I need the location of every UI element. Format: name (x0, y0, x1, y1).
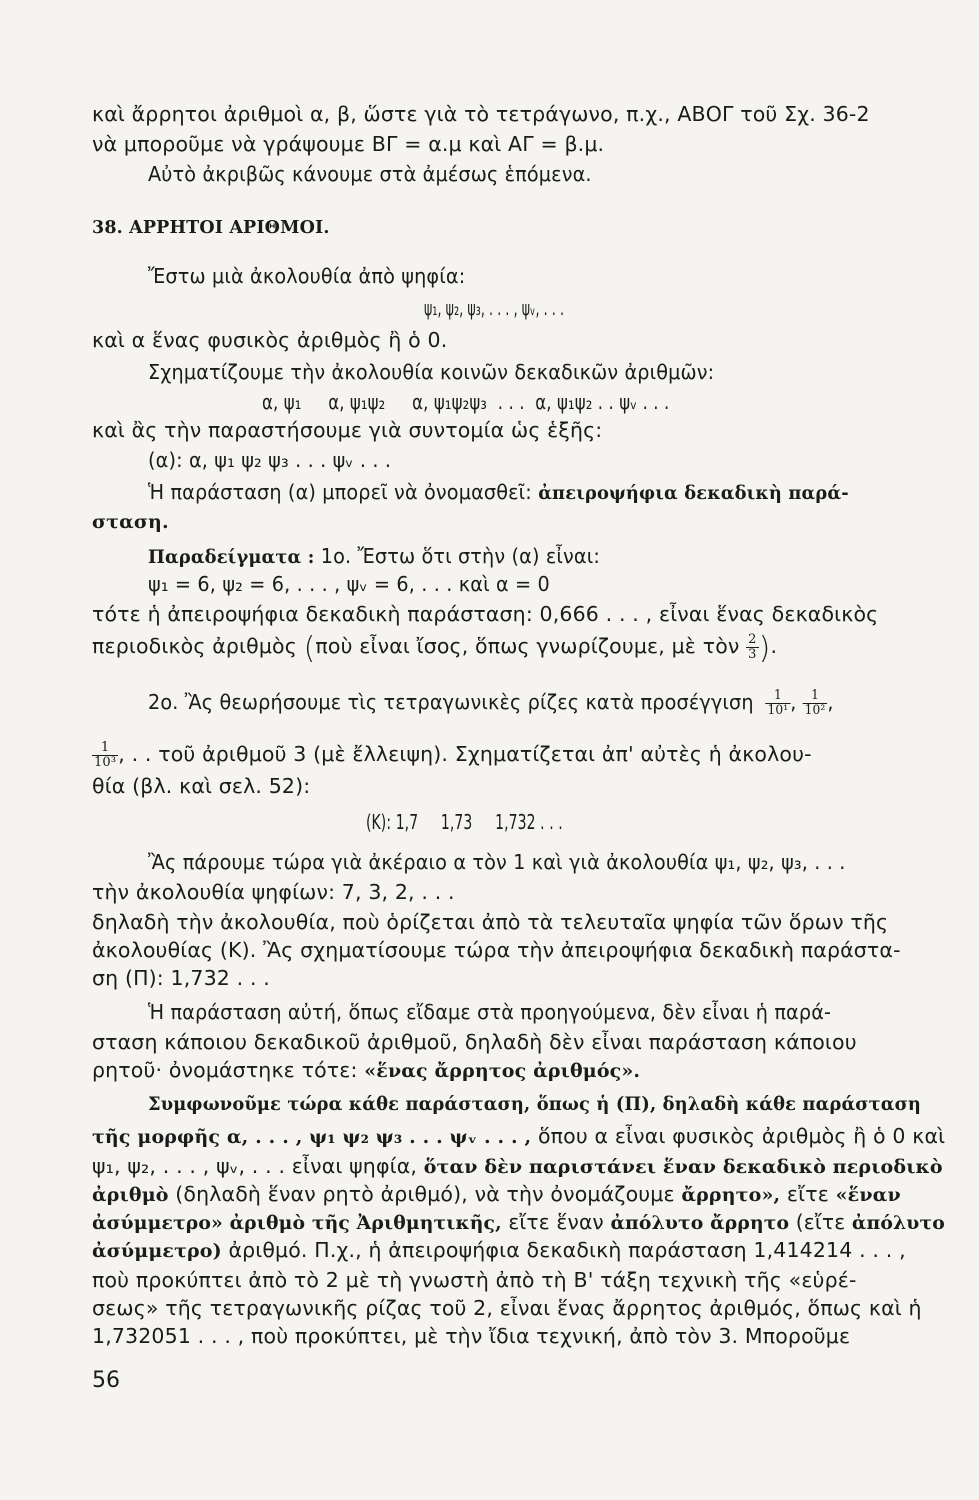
text-span: 2ο. Ἂς θεωρήσουμε τὶς τετραγωνικὲς ρίζες κατὰ προσέγγιση (148, 690, 754, 714)
text-line: Ἡ παράσταση αὐτή, ὅπως εἴδαμε στὰ προηγούμενα, δὲν εἶναι ἡ παρά- (148, 1000, 832, 1024)
text-line (92, 1208, 945, 1237)
text-span: εἴτε ἕναν (508, 1210, 604, 1234)
text-line (92, 1180, 942, 1209)
text-line (92, 1056, 942, 1085)
text-span: περιοδικὸς ἀριθμὸς (92, 634, 297, 658)
bold-term: «ἕνας ἄρρητος ἀριθμός». (364, 1060, 641, 1082)
text-line: ποὺ προκύπτει ἀπὸ τὸ 2 μὲ τὴ γνωστὴ ἀπὸ τὴ Β' τάξη τεχνικὴ τῆς «εὑρέ- (92, 1268, 857, 1292)
fraction-denominator: 10¹ (767, 702, 789, 718)
fraction-numerator: 2 (748, 631, 757, 647)
text-span: (εἴτε (795, 1210, 846, 1234)
text-line: 2ο. Ἂς θεωρήσουμε τὶς τετραγωνικὲς ρίζες κατὰ προσέγγιση $\frac{1}{\text{10¹}}$ , $\frac{1}{\text{10²}}$ , (148, 687, 834, 718)
text-line: νὰ μποροῦμε νὰ γράψουμε ΒΓ = α.μ καὶ ΑΓ = β.μ. (92, 132, 605, 156)
bold-term: ἀπόλυτο ἄρρητο (610, 1212, 790, 1234)
fraction (92, 741, 118, 770)
bold-term: ἀσύμμετρο) (92, 1240, 222, 1262)
math-sequence: ψ₁, ψ₂, ψ₃, . . . , ψᵥ, . . . (424, 296, 565, 320)
math-expression: (α): α, ψ₁ ψ₂ ψ₃ . . . ψᵥ . . . (148, 448, 392, 472)
text-line: Αὐτὸ ἀκριβῶς κάνουμε στὰ ἀμέσως ἑπόμενα. (148, 162, 592, 186)
text-line: σταση κάποιου δεκαδικοῦ ἀριθμοῦ, δηλαδὴ δὲν εἶναι παράσταση κάποιου (92, 1030, 857, 1054)
text-line: ση (Π): 1,732 . . . (92, 966, 270, 990)
open-paren: ( (303, 631, 316, 666)
text-line (148, 542, 945, 571)
text-line: Σχηματίζουμε τὴν ἀκολουθία κοινῶν δεκαδικῶν ἀριθμῶν: (148, 360, 715, 384)
fraction-denominator: 10³ (94, 754, 117, 770)
text-span: ἀριθμό. Π.χ., ἡ ἀπειροψήφια δεκαδικὴ παράσταση 1,414214 . . . , (228, 1238, 906, 1262)
bold-line: Συμφωνοῦμε τώρα κάθε παράσταση, ὅπως ἡ (Π), δηλαδὴ κάθε παράσταση (148, 1093, 921, 1115)
text-span: . . τοῦ ἀριθμοῦ 3 (μὲ ἔλλειψη). Σχηματίζεται ἀπ' αὐτὲς ἡ ἀκολου- (131, 742, 812, 766)
text-line: καὶ ἄρρητοι ἀριθμοὶ α, β, ὥστε γιὰ τὸ τετράγωνο, π.χ., ΑΒΟΓ τοῦ Σχ. 36-2 (92, 102, 870, 126)
close-paren: ) (758, 631, 771, 666)
math-sequence: α, ψ₁ α, ψ₁ψ₂ α, ψ₁ψ₂ψ₃ . . . α, ψ₁ψ₂ . . ψᵥ . . . (262, 390, 670, 414)
bold-term: ἀπόλυτο (851, 1212, 945, 1234)
bold-term: ὅταν δὲν παριστάνει ἕναν δεκαδικὸ περιοδικὸ (423, 1156, 943, 1178)
bold-term: «ἕναν (835, 1184, 901, 1206)
bold-term: ἀσύμμετρο» ἀριθμὸ τῆς Ἀριθμητικῆς, (92, 1212, 502, 1234)
bold-term: ἄρρητο», (681, 1184, 781, 1206)
fraction-numerator: 1 (766, 689, 791, 704)
page-number: 56 (92, 1368, 120, 1393)
fraction-denominator: 10² (804, 702, 826, 718)
text-line (92, 1122, 946, 1151)
text-span: ρητοῦ· ὀνομάστηκε τότε: (92, 1058, 358, 1082)
text-line: Ἂς πάρουμε τώρα γιὰ ἀκέραιο α τὸν 1 καὶ γιὰ ἀκολουθία ψ₁, ψ₂, ψ₃, . . . (148, 850, 846, 874)
bold-term: τῆς μορφῆς α, . . . , ψ₁ ψ₂ ψ₃ . . . ψᵥ . . . , (92, 1126, 532, 1148)
section-heading: 38. ΑΡΡΗΤΟΙ ΑΡΙΘΜΟΙ. (92, 218, 330, 238)
text-line: δηλαδὴ τὴν ἀκολουθία, ποὺ ὁρίζεται ἀπὸ τὰ τελευταῖα ψηφία τῶν ὅρων τῆς (92, 910, 889, 934)
text-line: περιοδικὸς ἀριθμὸς (ποὺ εἶναι ἴσος, ὅπως γνωρίζουμε, μὲ τὸν $\frac{2}{3}$ ). (92, 631, 778, 666)
text-line (92, 1152, 942, 1181)
bold-term: σταση. (92, 511, 169, 533)
text-span: εἶναι ψηφία, (291, 1154, 418, 1178)
text-line: καὶ α ἕνας φυσικὸς ἀριθμὸς ἢ ὁ 0. (92, 328, 448, 352)
fraction (766, 689, 791, 718)
text-span: (δηλαδὴ ἕναν ρητὸ ἀριθμό), νὰ τὴν ὀνομάζουμε (175, 1182, 675, 1206)
bold-term: ἀπειροψήφια δεκαδικὴ παρά- (538, 482, 849, 504)
fraction-numerator: 1 (92, 741, 118, 756)
text-line: 1,732051 . . . , ποὺ προκύπτει, μὲ τὴν ἴδια τεχνική, ἀπὸ τὸν 3. Μποροῦμε (92, 1324, 851, 1348)
fraction-numerator: 1 (803, 689, 828, 704)
text-span: ψ₁, ψ₂, . . . , ψᵥ, . . . (92, 1154, 286, 1178)
fraction (803, 689, 828, 718)
text-span: Ἡ παράσταση (α) μπορεῖ νὰ ὀνομασθεῖ: (148, 480, 532, 504)
text-line: τὴν ἀκολουθία ψηφίων: 7, 3, 2, . . . (92, 880, 455, 904)
fraction (746, 633, 758, 662)
text-span: ποὺ εἶναι ἴσος, ὅπως γνωρίζουμε, μὲ τὸν (315, 634, 740, 658)
fraction-denominator: 3 (748, 646, 757, 662)
text-line: καὶ ἂς τὴν παραστήσουμε γιὰ συντομία ὡς ἑξῆς: (92, 418, 603, 442)
text-line: ἀκολουθίας (Κ). Ἂς σχηματίσουμε τώρα τὴν ἀπειροψήφια δεκαδικὴ παράστα- (92, 938, 901, 962)
text-span: 1ο. Ἔστω ὅτι στὴν (α) εἶναι: (320, 544, 600, 568)
text-span: εἴτε (786, 1182, 829, 1206)
examples-heading: Παραδείγματα : (148, 546, 315, 568)
text-line (148, 478, 945, 507)
text-line: $\frac{1}{\text{10³}}$ , . . τοῦ ἀριθμοῦ 3 (μὲ ἔλλειψη). Σχηματίζεται ἀπ' αὐτὲς ἡ ἀκολου- (94, 739, 812, 770)
text-line: σεως» τῆς τετραγωνικῆς ρίζας τοῦ 2, εἶναι ἕνας ἄρρητος ἀριθμός, ὅπως καὶ ἡ (92, 1296, 922, 1320)
text-span: ὅπου α εἶναι φυσικὸς ἀριθμὸς ἢ ὁ 0 καὶ (537, 1124, 946, 1148)
bold-term: ἀριθμὸ (92, 1184, 169, 1206)
text-line: Ἔστω μιὰ ἀκολουθία ἀπὸ ψηφία: (148, 264, 466, 288)
text-line: θία (βλ. καὶ σελ. 52): (92, 774, 311, 798)
math-sequence: (Κ): 1,7 1,73 1,732 . . . (366, 810, 563, 834)
text-line: τότε ἡ ἀπειροψήφια δεκαδικὴ παράσταση: 0,666 . . . , εἶναι ἕνας δεκαδικὸς (92, 602, 879, 626)
math-expression: ψ₁ = 6, ψ₂ = 6, . . . , ψᵥ = 6, . . . καὶ α = 0 (148, 572, 550, 596)
text-line (92, 1236, 942, 1265)
